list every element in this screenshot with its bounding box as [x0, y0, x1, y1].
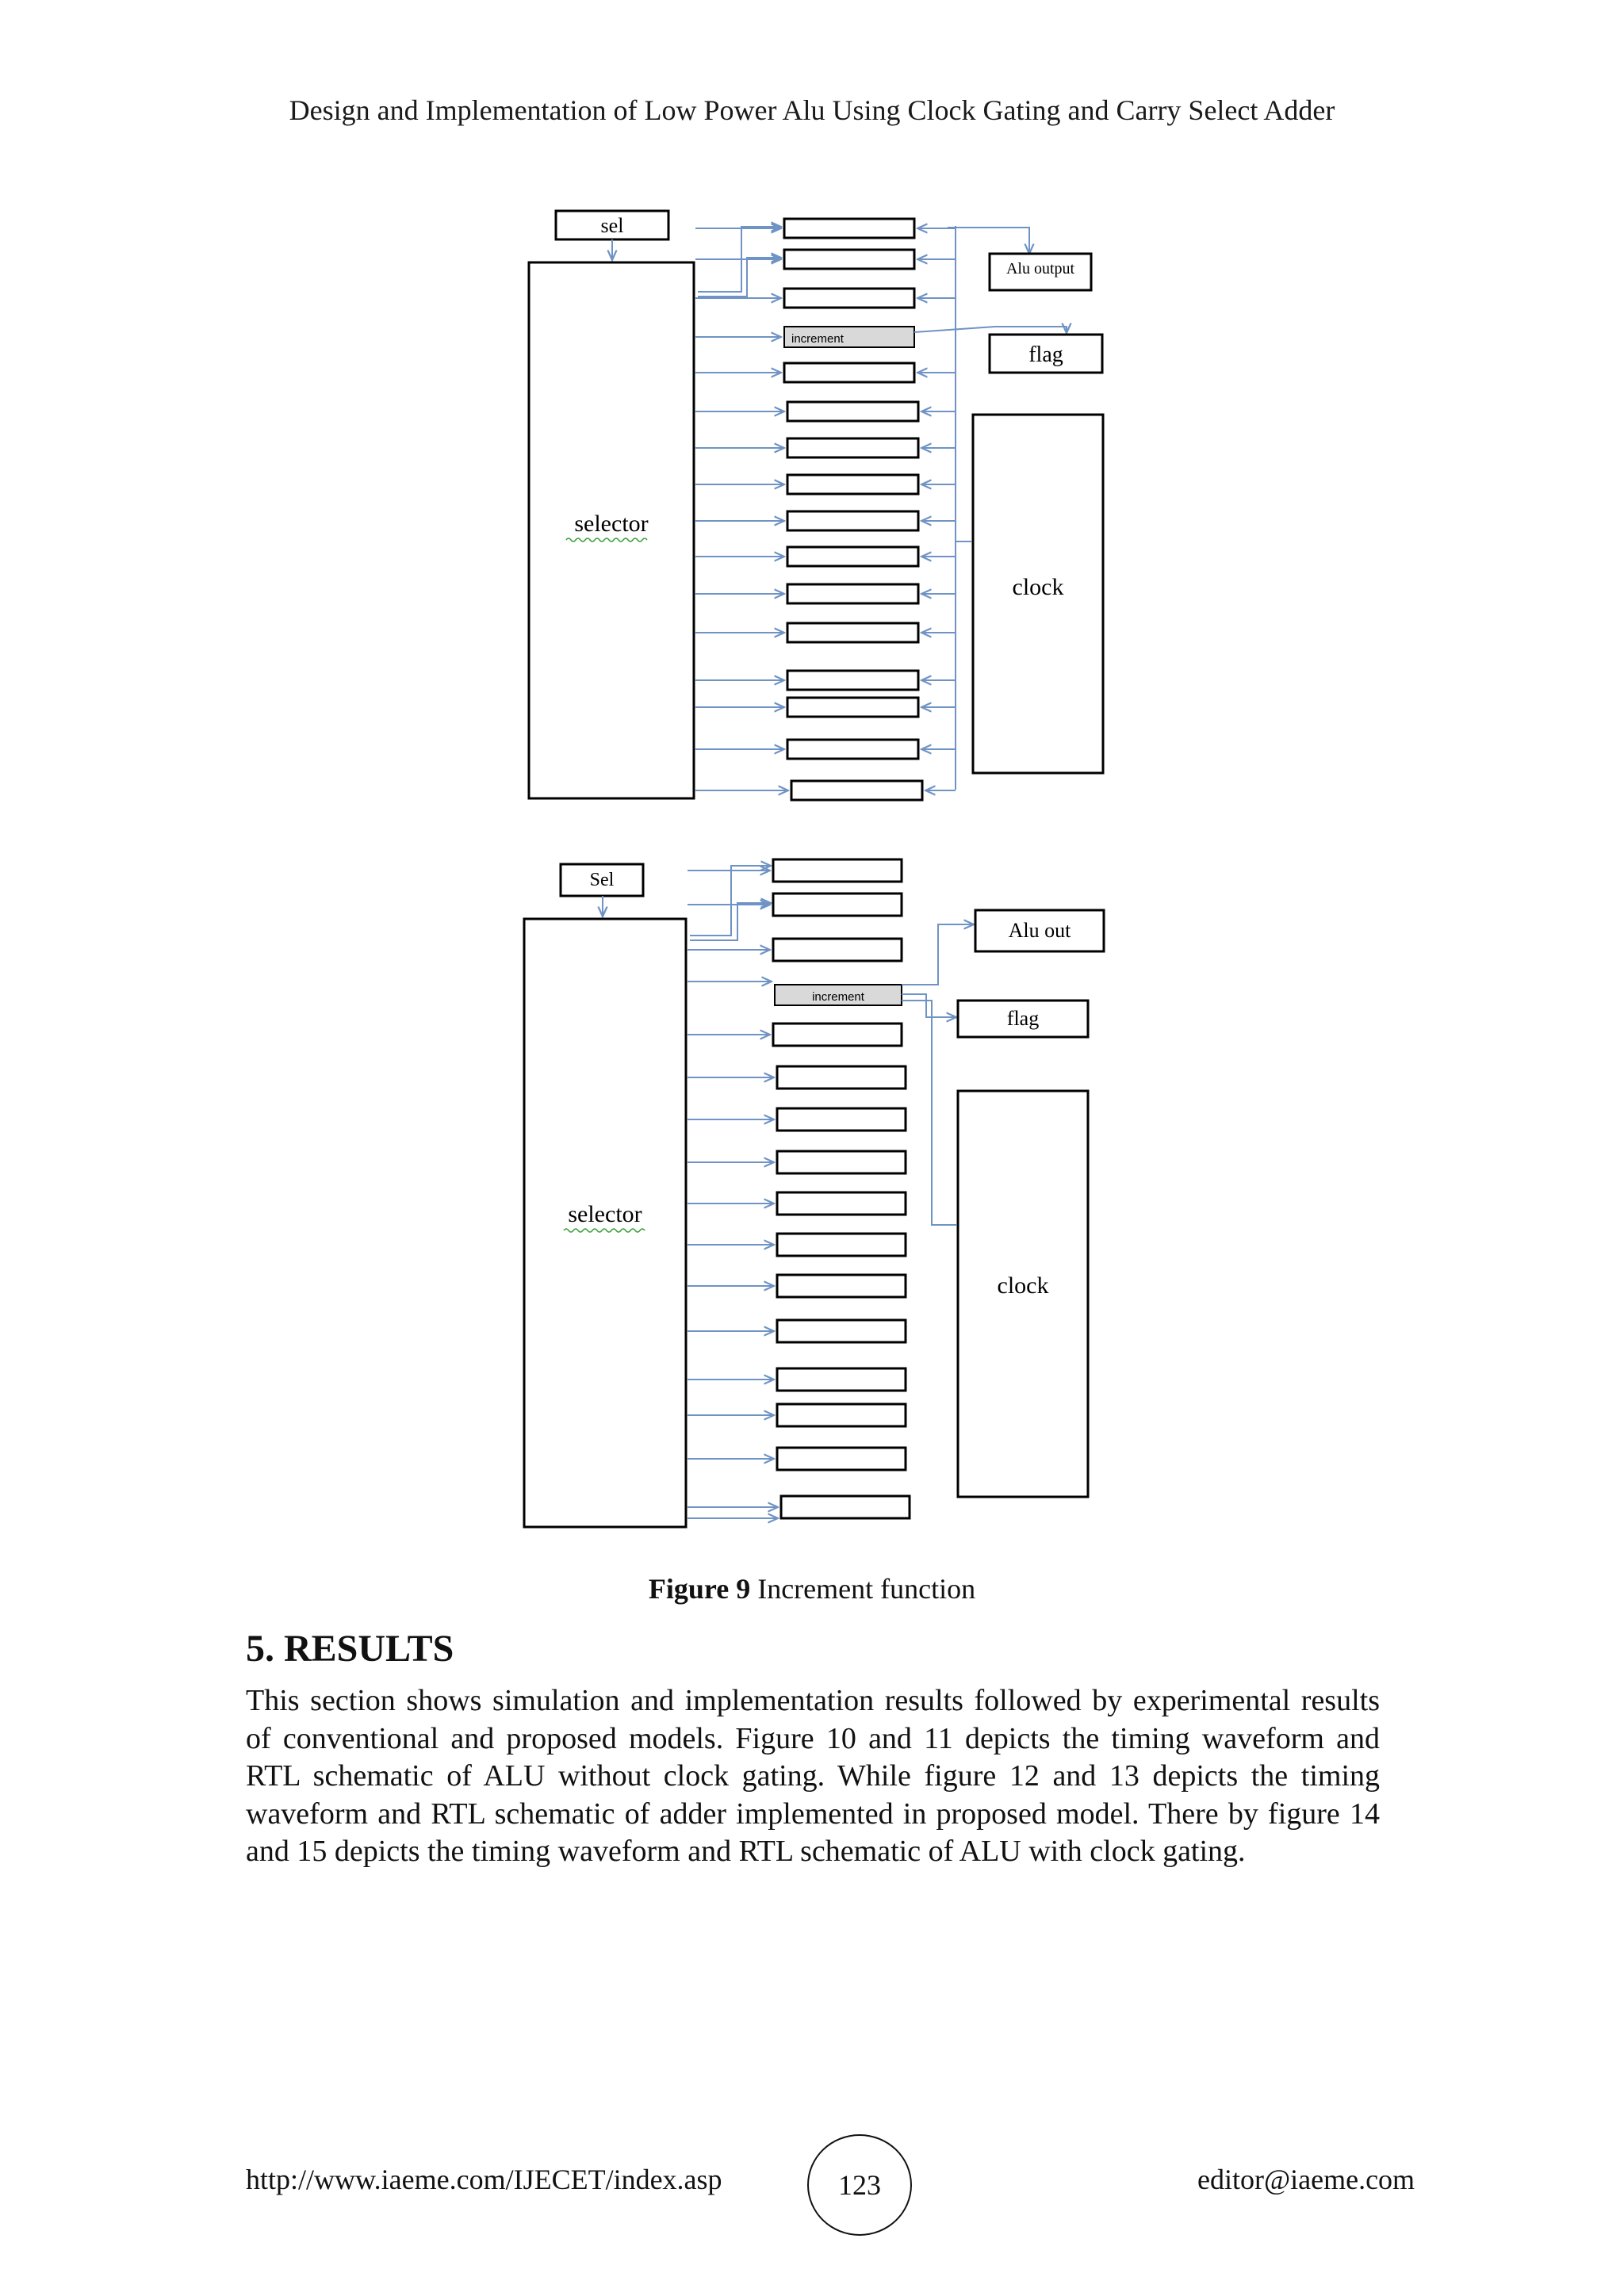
register-box [787, 584, 918, 603]
register-box [784, 250, 914, 269]
top-input-wires [695, 228, 788, 790]
register-box [777, 1151, 906, 1173]
register-box [784, 363, 914, 382]
flag-wire [902, 994, 956, 1017]
footer-email[interactable]: editor@iaeme.com [1197, 2164, 1415, 2195]
register-box [777, 1192, 906, 1215]
selector-label: selector [574, 511, 649, 537]
register-box [777, 1320, 906, 1342]
register-box [787, 698, 918, 717]
page-number-text: 123 [838, 2169, 881, 2201]
flag-label: flag [1028, 342, 1063, 367]
diagram-bottom [524, 859, 1104, 1527]
register-box [784, 289, 914, 308]
increment-label: increment [812, 990, 864, 1004]
bottom-register-boxes [773, 859, 910, 1518]
footer-url[interactable]: http://www.iaeme.com/IJECET/index.asp [246, 2164, 722, 2195]
register-box [787, 475, 918, 494]
bottom-input-wires [688, 871, 778, 1518]
flag-label: flag [1006, 1007, 1040, 1030]
top-register-boxes [784, 219, 922, 800]
clock-wire [902, 1001, 956, 1225]
register-box [777, 1368, 906, 1391]
clock-label: clock [997, 1272, 1049, 1299]
flag-wire [914, 327, 1067, 333]
caption-text: Increment function [750, 1573, 976, 1605]
bottom-branch-wire-1 [690, 866, 771, 936]
register-box [787, 547, 918, 566]
register-box [777, 1404, 906, 1426]
register-box [777, 1108, 906, 1131]
register-box [791, 781, 922, 800]
alu-out-wire [902, 924, 974, 985]
register-box [777, 1275, 906, 1297]
register-box [773, 859, 902, 882]
register-box [777, 1234, 906, 1256]
register-box [781, 1496, 910, 1518]
section-body: This section shows simulation and implementation results followed by experimental results of conventional and proposed models. Figure 10 and 11 depicts the timing waveform and RTL schematic of ALU without clock gating. While figure 12 and 13 depicts the timing waveform and RTL schematic of adder implemented in proposed model. There by figure 14 and 15 depicts the timing waveform and RTL schematic of ALU with clock gating. [246, 1684, 1380, 1868]
diagram-top [529, 211, 1103, 800]
alu-out-label: Alu out [1008, 919, 1071, 942]
register-box [773, 1024, 902, 1046]
register-box [773, 939, 902, 961]
register-box [784, 219, 914, 238]
figure-caption [0, 1572, 1624, 1605]
alu-output-wire [948, 228, 1029, 254]
register-box [787, 623, 918, 642]
register-box [777, 1448, 906, 1470]
register-box [787, 740, 918, 759]
register-box [787, 402, 918, 421]
register-box [787, 671, 918, 690]
register-box [777, 1066, 906, 1089]
selector-label: selector [568, 1201, 642, 1227]
register-box [773, 894, 902, 916]
register-box [787, 438, 918, 457]
sel-label: Sel [589, 870, 615, 890]
top-branch-wire-2 [698, 258, 781, 297]
running-header: Design and Implementation of Low Power Alu Using Clock Gating and Carry Select Adder [289, 94, 1335, 126]
increment-label: increment [791, 332, 844, 346]
clock-label: clock [1012, 574, 1064, 600]
page-number [807, 2134, 912, 2236]
top-clock-taps [917, 228, 956, 790]
caption-label: Figure 9 [648, 1573, 751, 1605]
register-box [787, 511, 918, 530]
alu-output-label: Alu output [1005, 260, 1075, 277]
section-title: 5. RESULTS [246, 1628, 454, 1670]
sel-label: sel [600, 214, 624, 237]
